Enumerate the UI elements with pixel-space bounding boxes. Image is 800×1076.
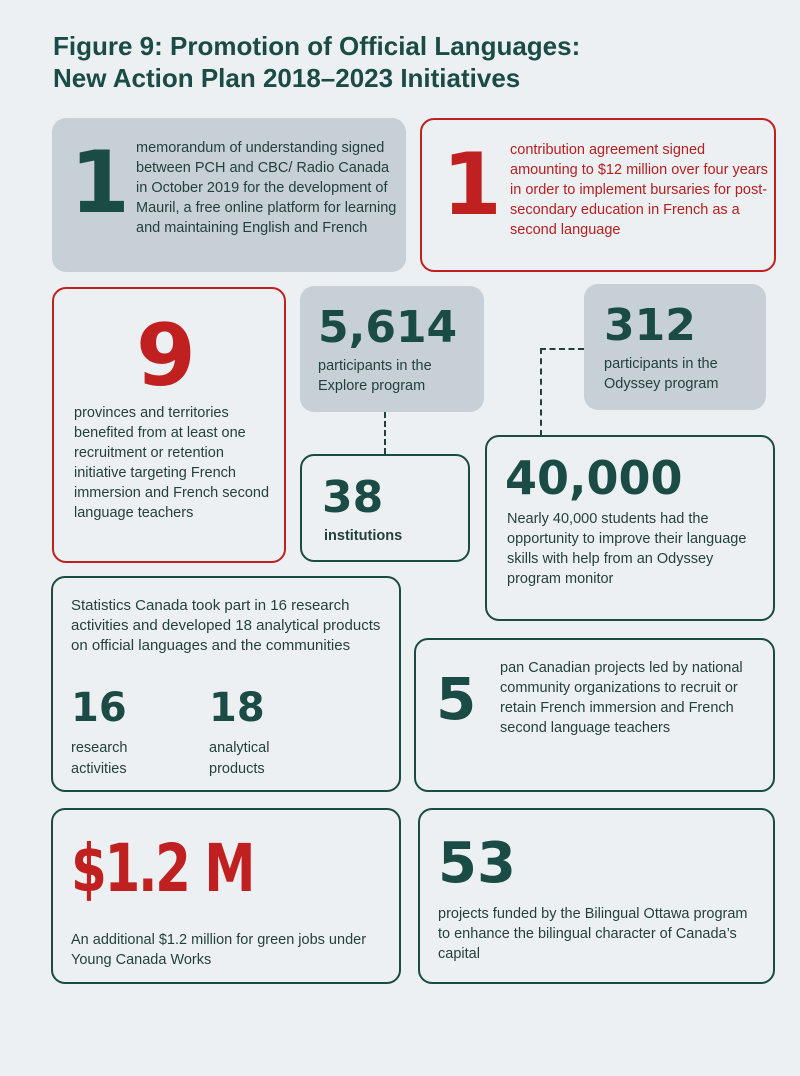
contribution-card bbox=[420, 118, 776, 272]
pan-canadian-card bbox=[414, 638, 775, 792]
students-card bbox=[485, 435, 775, 621]
institutions-number: 38 bbox=[322, 472, 384, 523]
green-jobs-card bbox=[51, 808, 401, 984]
odyssey-card bbox=[584, 284, 766, 410]
title-line-2: New Action Plan 2018–2023 Initiatives bbox=[53, 63, 521, 93]
provinces-text: provinces and territories benefited from at least one recruitment or retention initiative targeting French immersion and French second language teachers bbox=[74, 405, 270, 521]
statcan-card bbox=[51, 576, 401, 792]
explore-number: 5,614 bbox=[318, 302, 458, 353]
green-jobs-number: $1.2 M bbox=[71, 830, 254, 907]
contribution-number: 1 bbox=[442, 135, 502, 235]
explore-card bbox=[300, 286, 484, 412]
ottawa-card bbox=[418, 808, 775, 984]
research-label-2: activities bbox=[71, 761, 127, 777]
analytical-number: 18 bbox=[209, 685, 265, 731]
institutions-card bbox=[300, 454, 470, 562]
institutions-text: institutions bbox=[324, 528, 403, 544]
odyssey-text: participants in the Odyssey program bbox=[604, 356, 719, 392]
students-text: Nearly 40,000 students had the opportunity to improve their language skills with help from an Odyssey program monitor bbox=[507, 511, 747, 587]
pan-canadian-text: pan Canadian projects led by national community organizations to recruit or retain French immersion and French second language teachers bbox=[500, 660, 743, 736]
analytical-label-1: analytical bbox=[209, 740, 270, 756]
explore-institutions-connector bbox=[384, 412, 386, 454]
page-title bbox=[53, 30, 753, 94]
statcan-intro: Statistics Canada took part in 16 research activities and developed 18 analytical products on official languages and the communities bbox=[71, 597, 381, 654]
title-line-1: Figure 9: Promotion of Official Languages: bbox=[53, 31, 581, 61]
odyssey-connector-h bbox=[540, 348, 584, 350]
contribution-text: contribution agreement signed amounting to $12 million over four years in order to implement bursaries for post-secondary education in French as a second language bbox=[510, 142, 768, 238]
research-label-1: research bbox=[71, 740, 128, 756]
provinces-number: 9 bbox=[136, 306, 196, 406]
mou-number: 1 bbox=[70, 133, 130, 233]
analytical-label-2: products bbox=[209, 761, 265, 777]
pan-canadian-number: 5 bbox=[436, 665, 477, 733]
explore-text: participants in the Explore program bbox=[318, 358, 432, 394]
students-number: 40,000 bbox=[505, 451, 683, 505]
odyssey-number: 312 bbox=[604, 300, 696, 351]
mou-card bbox=[52, 118, 406, 272]
research-number: 16 bbox=[71, 685, 127, 731]
green-jobs-text: An additional $1.2 million for green jobs under Young Canada Works bbox=[71, 932, 367, 968]
provinces-card bbox=[52, 287, 286, 563]
mou-text: memorandum of understanding signed between PCH and CBC/ Radio Canada in October 2019 for the development of Mauril, a free online platform for learning and maintaining English and French bbox=[136, 140, 397, 236]
ottawa-number: 53 bbox=[438, 831, 516, 896]
ottawa-text: projects funded by the Bilingual Ottawa program to enhance the bilingual character of Canada’s capital bbox=[438, 906, 748, 962]
odyssey-connector-v bbox=[540, 348, 542, 436]
